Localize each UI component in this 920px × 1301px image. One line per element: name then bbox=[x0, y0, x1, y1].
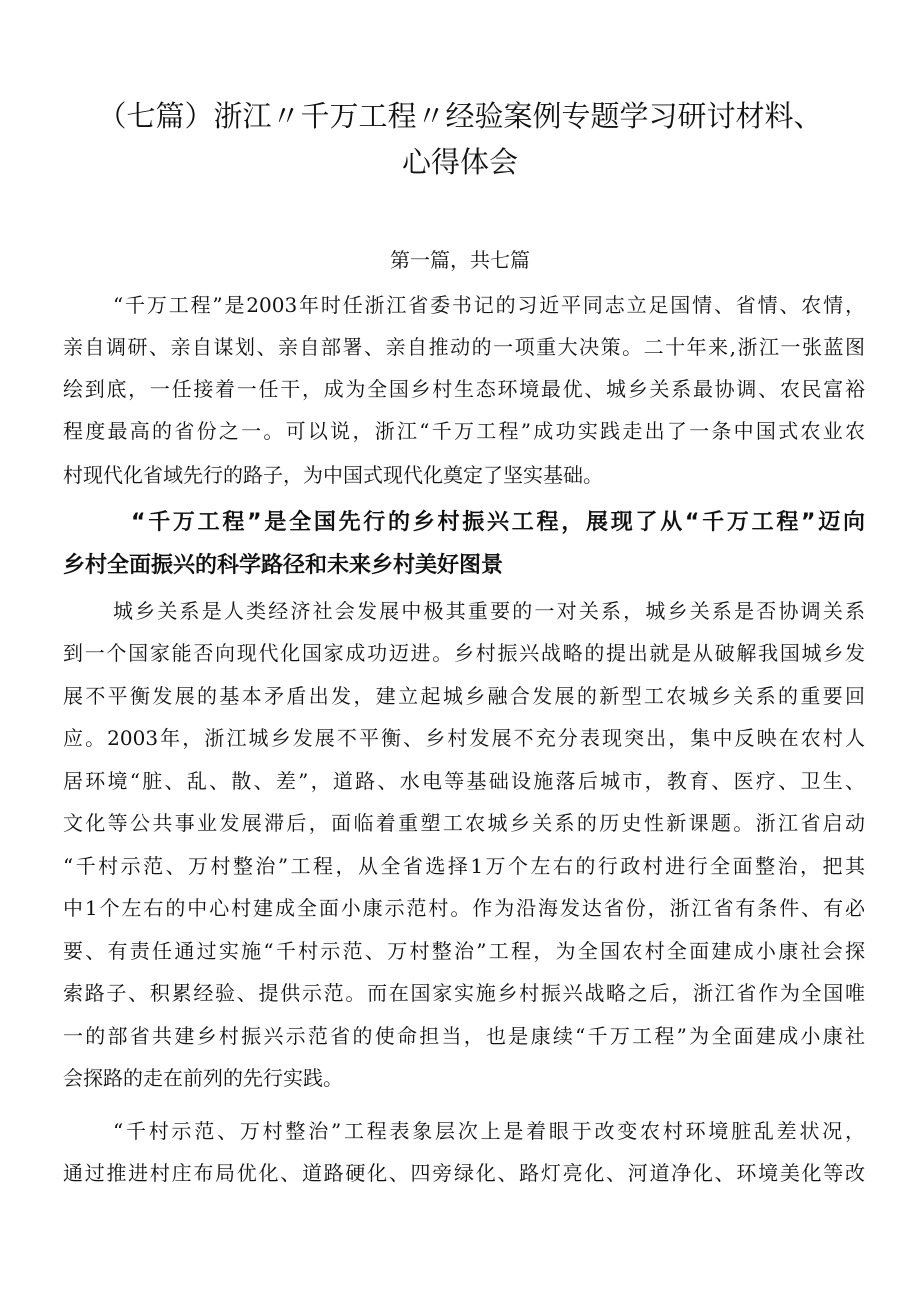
paragraph-1-line: 程度最高的省份之一。可以说，浙江“千万工程”成功实践走出了一条中国式农业农 bbox=[63, 419, 865, 443]
document-title-line-2: 心得体会 bbox=[401, 145, 518, 179]
paragraph-2-line: 会探路的走在前列的先行实践。 bbox=[63, 1066, 343, 1090]
paragraph-2-line: “千村示范、万村整治”工程，从全省选择1万个左右的行政村进行全面整治，把其 bbox=[63, 854, 865, 878]
document-title-line-1: （七篇）浙江〃千万工程〃经验案例专题学习研讨材料、 bbox=[97, 99, 823, 133]
section-heading-line-1: “千万工程”是全国先行的乡村振兴工程，展现了从“千万工程”迈向 bbox=[131, 510, 865, 535]
paragraph-2-line: 一的部省共建乡村振兴示范省的使命担当，也是康续“千万工程”为全面建成小康社 bbox=[63, 1024, 865, 1048]
section-label: 第一篇，共七篇 bbox=[390, 248, 530, 272]
section-heading-line-2: 乡村全面振兴的科学路径和未来乡村美好图景 bbox=[63, 553, 504, 578]
paragraph-3-line: “千村示范、万村整治”工程表象层次上是着眼于改变农村环境脏乱差状况， bbox=[113, 1119, 865, 1143]
paragraph-1-line: 绘到底，一任接着一任干，成为全国乡村生态环境最优、城乡关系最协调、农民富裕 bbox=[63, 377, 865, 401]
paragraph-2-line: 文化等公共事业发展滞后，面临着重塑工农城乡关系的历史性新课题。浙江省启动 bbox=[63, 811, 865, 835]
paragraph-2-line: 展不平衡发展的基本矛盾出发，建立起城乡融合发展的新型工农城乡关系的重要回 bbox=[63, 684, 865, 708]
paragraph-3-line: 通过推进村庄布局优化、道路硬化、四旁绿化、路灯亮化、河道净化、环境美化等改 bbox=[63, 1161, 865, 1185]
paragraph-2-line: 居环境“脏、乱、散、差”，道路、水电等基础设施落后城市，教育、医疗、卫生、 bbox=[63, 769, 865, 793]
paragraph-2-line: 索路子、积累经验、提供示范。而在国家实施乡村振兴战略之后，浙江省作为全国唯 bbox=[63, 981, 865, 1005]
paragraph-2-line: 要、有责任通过实施“千村示范、万村整治”工程，为全国农村全面建成小康社会探 bbox=[63, 939, 865, 963]
paragraph-2-line: 应。2003年，浙江城乡发展不平衡、乡村发展不充分表现突出，集中反映在农村人 bbox=[63, 726, 865, 750]
paragraph-1-line: 亲自调研、亲自谋划、亲自部署、亲自推动的一项重大决策。二十年来,浙江一张蓝图 bbox=[63, 335, 865, 359]
paragraph-1-line: 村现代化省域先行的路子，为中国式现代化奠定了坚实基础。 bbox=[63, 463, 603, 487]
paragraph-2-line: 到一个国家能否向现代化国家成功迈进。乡村振兴战略的提出就是从破解我国城乡发 bbox=[63, 641, 865, 665]
paragraph-2-line: 中1个左右的中心村建成全面小康示范村。作为沿海发达省份，浙江省有条件、有必 bbox=[63, 896, 865, 920]
paragraph-2-line: 城乡关系是人类经济社会发展中极其重要的一对关系，城乡关系是否协调关系 bbox=[113, 599, 865, 623]
paragraph-1-line: “千万工程”是2003年时任浙江省委书记的习近平同志立足国情、省情、农情， bbox=[113, 293, 865, 317]
